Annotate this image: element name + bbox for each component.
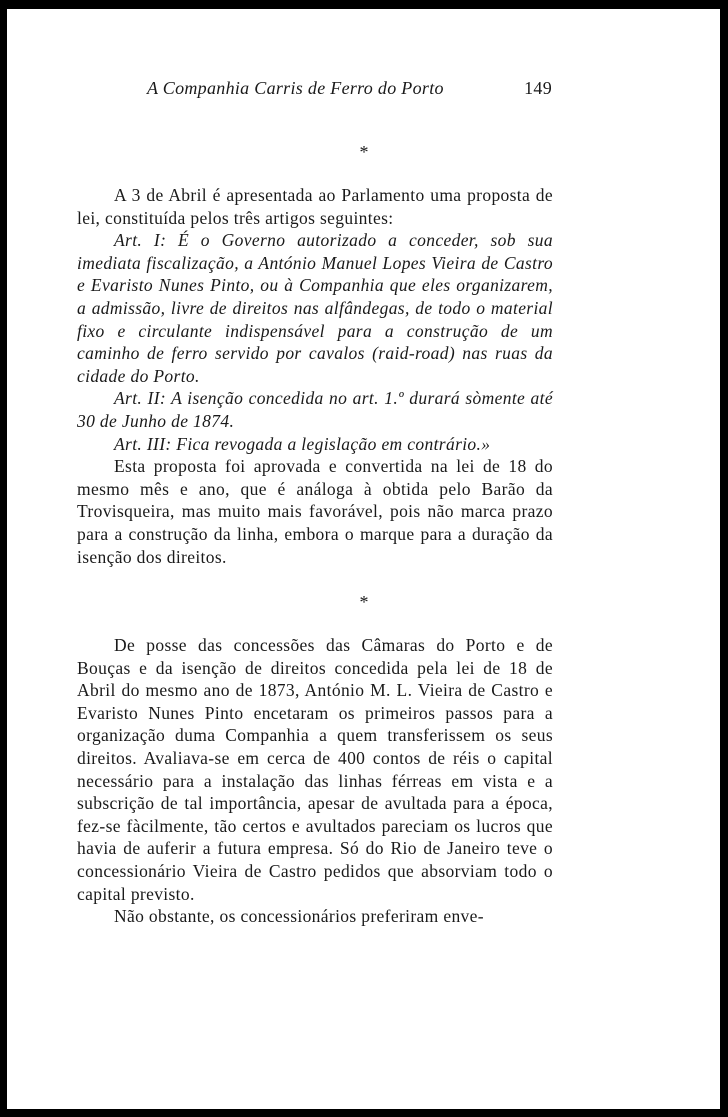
paragraph-intro: A 3 de Abril é apresentada ao Parlamento uma proposta de lei, constituída pelos três artigos seguintes:: [77, 185, 553, 228]
section-1: [77, 184, 553, 568]
paragraph-art-1: Art. I: É o Governo autorizado a conceder, sob sua imediata fiscalização, a António Manuel Lopes Vieira de Castro e Evaristo Nunes Pinto, ou à Companhia que eles organizarem, a admissão, livre de direitos nas alfândegas, de todo o material fixo e circulante indispensável para a construção de um caminho de ferro servido por cavalos (raid-road) nas ruas da cidade do Porto.: [77, 230, 553, 386]
paragraph-art-2: Art. II: A isenção concedida no art. 1.º durará sòmente até 30 de Junho de 1874.: [77, 388, 553, 431]
section-separator-1: *: [359, 142, 369, 162]
page-number: 149: [524, 78, 552, 98]
paragraph-continuation: Não obstante, os concessionários preferiram enve-: [114, 906, 484, 927]
section-separator-2: *: [359, 592, 369, 612]
paragraph-concessions: De posse das concessões das Câmaras do Porto e de Bouças e da isenção de direitos concedida pela lei de 18 de Abril do mesmo ano de 1873, António M. L. Vieira de Castro e Evaristo Nunes Pinto encetaram os primeiros passos para a organização duma Companhia a quem transferissem os seus direitos. Avaliava-se em cerca de 400 contos de réis o capital necessário para a instalação das linhas férreas em vista e a subscrição de tal importância, apesar de avultada para a época, fez-se fàcilmente, tão certos e avultados pareciam os lucros que havia de auferir a futura empresa. Só do Rio de Janeiro teve o concessionário Vieira de Castro pedidos que absorviam todo o capital previsto.: [77, 635, 553, 904]
paragraph-approval: Esta proposta foi aprovada e convertida na lei de 18 do mesmo mês e ano, que é análoga à obtida pelo Barão da Trovisqueira, mas muito mais favorável, pois não marca prazo para a construção da linha, embora o marque para a duração da isenção dos direitos.: [77, 456, 553, 567]
running-title: A Companhia Carris de Ferro do Porto: [147, 78, 444, 98]
section-2: [77, 634, 553, 928]
paragraph-art-3: Art. III: Fica revogada a legislação em contrário.»: [114, 433, 491, 454]
